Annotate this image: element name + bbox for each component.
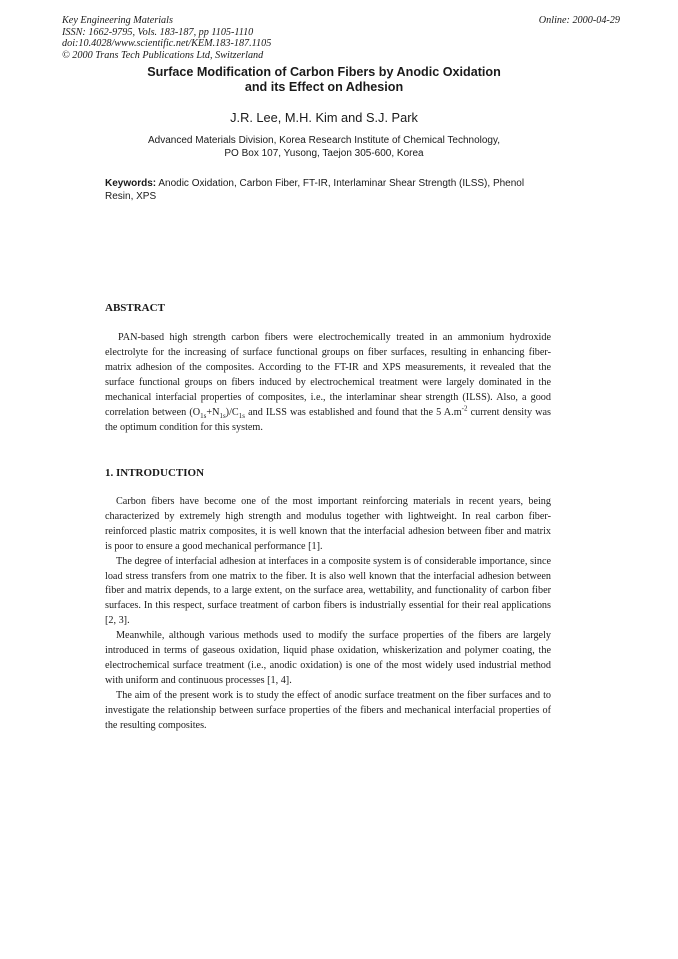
abstract-text-2: +N [206, 407, 220, 418]
online-date: Online: 2000-04-29 [538, 15, 620, 26]
title-line-2: and its Effect on Adhesion [244, 80, 404, 94]
introduction-body [105, 495, 551, 734]
paper-title [0, 65, 648, 95]
abstract-text-3: )/C [225, 407, 239, 418]
abstract-text-1: PAN-based high strength carbon fibers were electrochemically treated in an ammonium hydroxide electrolyte for the increasing of surface functional groups on fiber surfaces, resulting in enhancing fiber-matrix adhesion of the composites. According to the FT-IR and XPS measurements, it revealed that the surface functional groups on fibers induced by electrochemical treatment were largely dominated in the mechanical interfacial properties of composites, i.e., the interlaminar shear strength (ILSS). Also, a good correlation between (O [105, 332, 551, 418]
introduction-heading: 1. INTRODUCTION [105, 467, 205, 479]
abstract-body [105, 330, 551, 435]
publication-header [62, 15, 271, 61]
doi-line: doi:10.4028/www.scientific.net/KEM.183-187.1105 [62, 38, 272, 49]
subscript-o1s: 1s [200, 412, 207, 421]
subscript-c1s: 1s [238, 412, 245, 421]
journal-name: Key Engineering Materials [62, 15, 173, 26]
keywords-text: Anodic Oxidation, Carbon Fiber, FT-IR, Interlaminar Shear Strength (ILSS), Phenol Resin, XPS [105, 178, 525, 202]
intro-paragraph-2: The degree of interfacial adhesion at interfaces in a composite system is of considerable importance, since load stress transfers from one matrix to the fiber. It is also well known that the interfacial adhesion between fiber and matrix depends, to a large extent, on the surface area, wettability, and functionality of carbon fiber surfaces. In this respect, surface treatment of carbon fibers is industrially essential for their real applications [2, 3]. [105, 555, 551, 627]
keywords-label: Keywords: [105, 178, 157, 189]
affiliation-line-2: PO Box 107, Yusong, Taejon 305-600, Korea [224, 147, 424, 159]
authors: J.R. Lee, M.H. Kim and S.J. Park [230, 110, 418, 125]
abstract-heading: ABSTRACT [105, 302, 165, 314]
intro-paragraph-3: Meanwhile, although various methods used to modify the surface properties of the fibers are largely introduced in terms of gaseous oxidation, liquid phase oxidation, whiskerization and polymer coating, the electrochemical surface treatment (i.e., anodic oxidation) is one of the most widely used industrial method with uniform and continuous processes [1, 4]. [105, 630, 551, 686]
title-line-1: Surface Modification of Carbon Fibers by Anodic Oxidation [147, 65, 501, 79]
keywords [105, 178, 545, 203]
intro-paragraph-1: Carbon fibers have become one of the most important reinforcing materials in recent years, being characterized by extremely high strength and modulus together with lightweight. In real carbon fiber-reinforced plastic matrix composites, it is well known that the interfacial adhesion between fiber and matrix is poor to ensure a good mechanical performance [1]. [105, 496, 551, 552]
issn-line: ISSN: 1662-9795, Vols. 183-187, pp 1105-1110 [62, 26, 254, 38]
affiliation [0, 135, 648, 160]
abstract-text-5: current density was the optimum condition for this system. [105, 407, 552, 433]
intro-paragraph-4: The aim of the present work is to study the effect of anodic surface treatment on the fiber surfaces and to investigate the relationship between surface properties of the fibers and mechanical interfacial properties of the resulting composites. [105, 689, 551, 731]
abstract-text-4: and ILSS was established and found that the 5 A.m [244, 407, 462, 418]
superscript-minus-2: -2 [461, 404, 468, 413]
affiliation-line-1: Advanced Materials Division, Korea Research Institute of Chemical Technology, [147, 135, 501, 146]
subscript-n1s: 1s [219, 412, 226, 421]
copyright-line: © 2000 Trans Tech Publications Ltd, Switzerland [62, 49, 264, 61]
